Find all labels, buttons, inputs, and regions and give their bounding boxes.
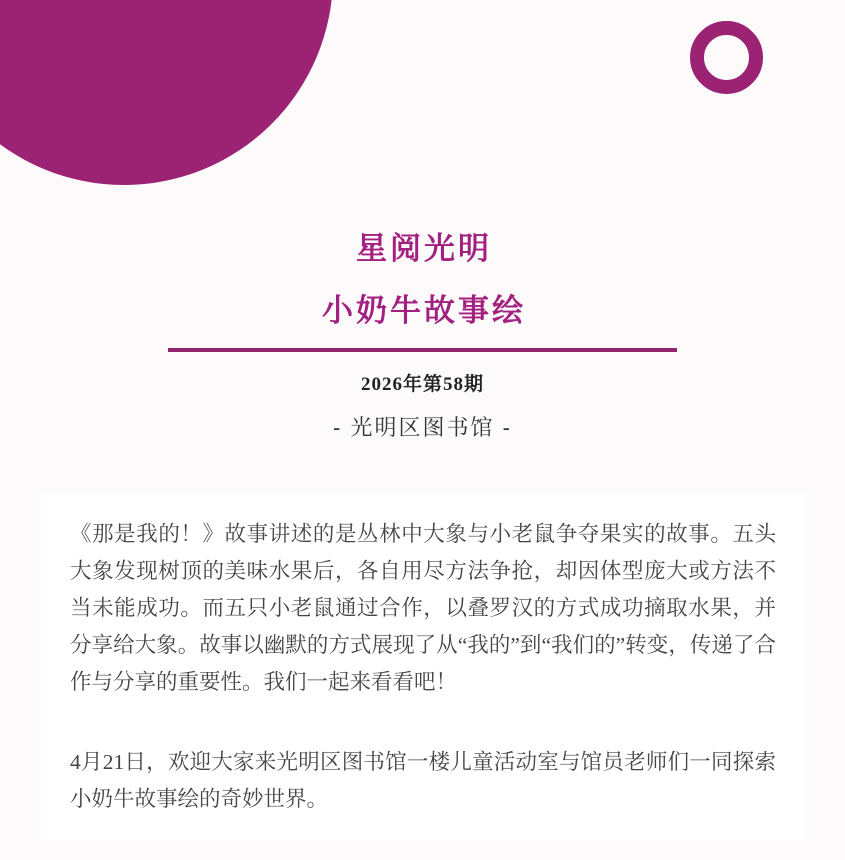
organization-name: - 光明区图书馆 - (333, 415, 512, 440)
corner-circle-decoration (0, 0, 333, 185)
page-title-line2: 小奶牛故事绘 (322, 293, 526, 328)
ring-icon (690, 21, 763, 94)
issue-number: 2026年第58期 (360, 374, 484, 395)
story-introduction-paragraph: 《那是我的！》故事讲述的是丛林中大象与小老鼠争夺果实的故事。五头大象发现树顶的美味水果后，各自用尽方法争抢，却因体型庞大或方法不当未能成功。而五只小老鼠通过合作，以叠罗汉的方式成功摘取水果，并分享给大象。故事以幽默的方式展现了从“我的”到“我们的”转变，传递了合作与分享的重要性。我们一起来看看吧！ (70, 522, 776, 694)
event-invitation-paragraph: 4月21日，欢迎大家来光明区图书馆一楼儿童活动室与馆员老师们一同探索小奶牛故事绘的奇妙世界。 (70, 750, 776, 811)
article-header (0, 233, 845, 441)
title-divider (168, 348, 677, 352)
content-card (41, 492, 805, 840)
page-title-line1: 星阅光明 (356, 231, 492, 266)
